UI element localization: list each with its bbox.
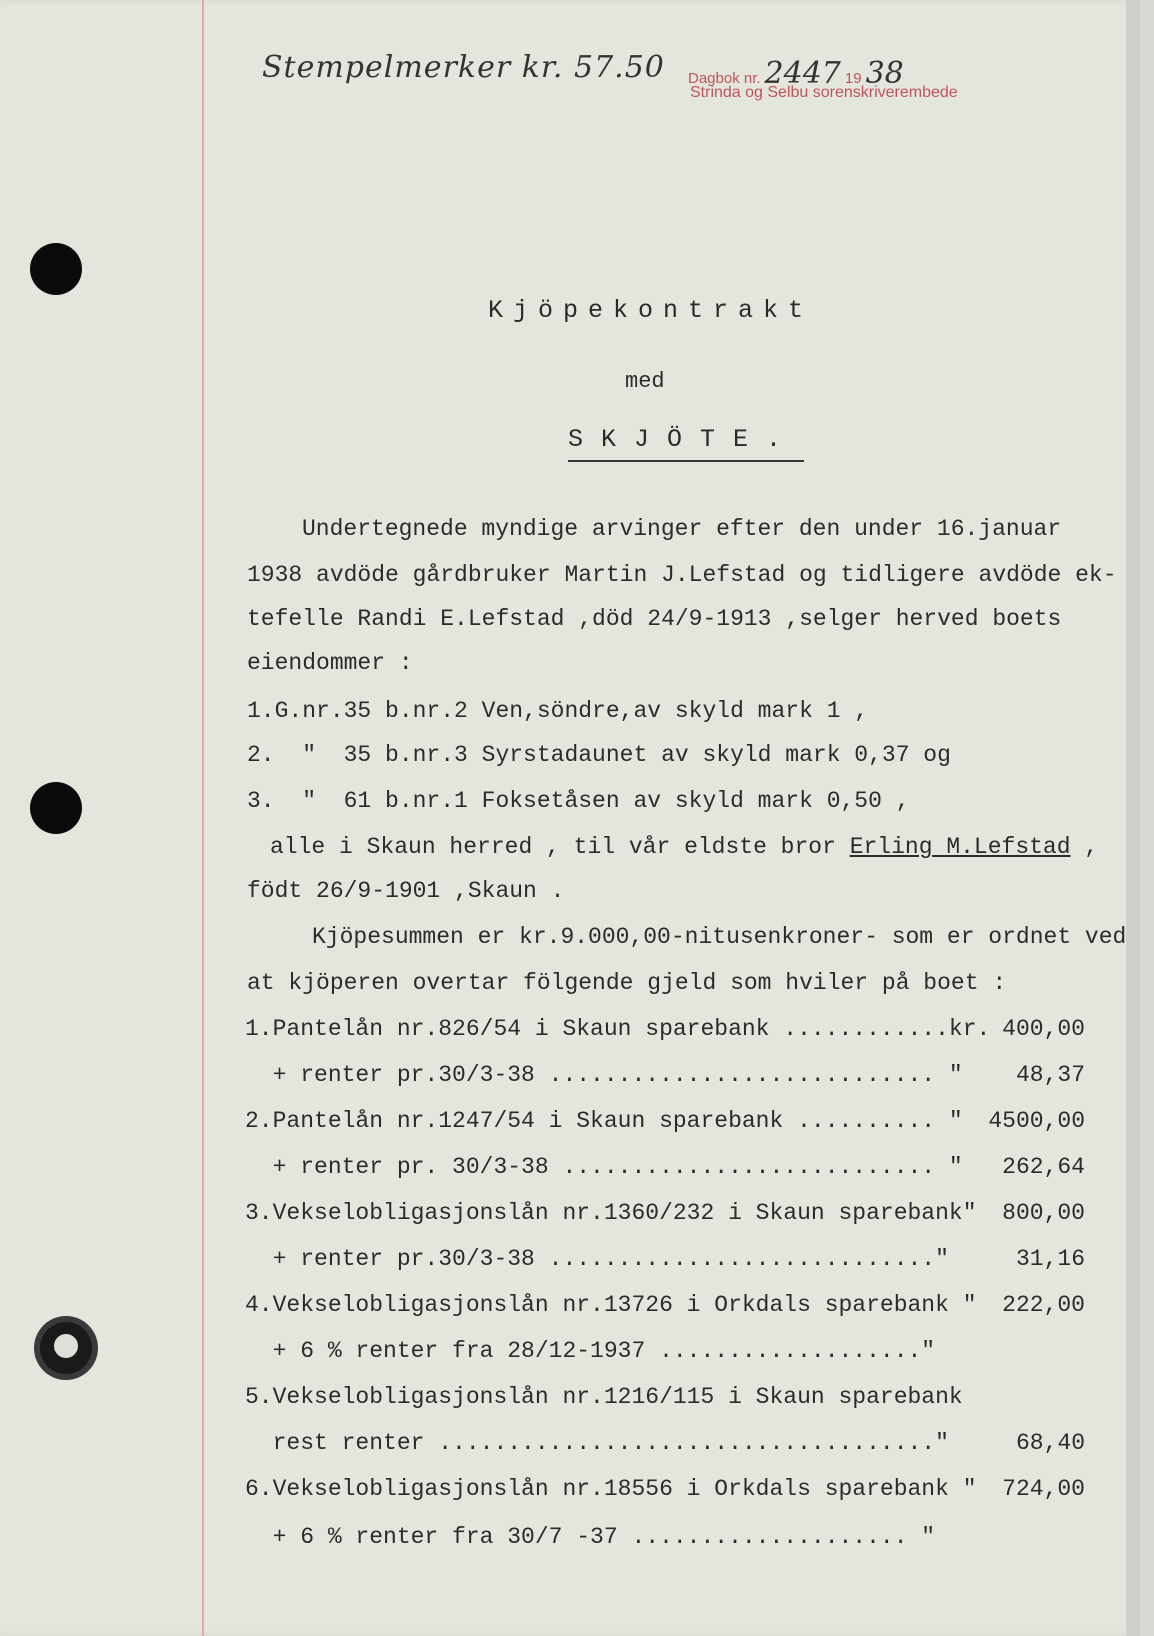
punch-hole-reinforced — [40, 1322, 92, 1374]
property-item: 3. " 61 b.nr.1 Foksetåsen av skyld mark 0,50 , — [247, 788, 910, 814]
price-line: at kjöperen overtar fölgende gjeld som hviler på boet : — [247, 970, 1007, 996]
buyer-name: Erling M.Lefstad — [849, 834, 1071, 860]
buyer-line-prefix: alle i Skaun herred , til vår eldste bror — [270, 834, 850, 860]
debt-amount: 262,64 — [1002, 1154, 1085, 1180]
buyer-line — [270, 832, 1098, 862]
heading-underline — [568, 460, 804, 462]
stamp-duty-note: Stempelmerker kr. 57.50 — [262, 50, 665, 85]
debt-line: + renter pr.30/3-38 ............................" — [245, 1246, 949, 1272]
paragraph-line: 1938 avdöde gårdbruker Martin J.Lefstad og tidligere avdöde ek- — [247, 562, 1117, 588]
debt-amount: 68,40 — [1015, 1430, 1085, 1456]
debt-amount: 31,16 — [1015, 1246, 1085, 1272]
punch-hole — [30, 243, 82, 295]
debt-line: 1.Pantelån nr.826/54 i Skaun sparebank ............kr. — [245, 1016, 991, 1042]
debt-amount: 48,37 — [1015, 1062, 1085, 1088]
page-edge — [1126, 0, 1140, 1636]
punch-hole — [30, 782, 82, 834]
stamp-number: 2447 — [764, 56, 841, 91]
debt-line: + 6 % renter fra 28/12-1937 ..................." — [245, 1338, 936, 1364]
margin-rule — [202, 0, 204, 1636]
debt-amount: 800,00 — [1002, 1200, 1085, 1226]
debt-amount: 4500,00 — [988, 1108, 1085, 1134]
paragraph-line: eiendommer : — [247, 650, 413, 676]
debt-line: 2.Pantelån nr.1247/54 i Skaun sparebank .......... " — [245, 1108, 963, 1134]
debt-line: 4.Vekselobligasjonslån nr.13726 i Orkdals sparebank " — [245, 1292, 977, 1318]
debt-line: 3.Vekselobligasjonslån nr.1360/232 i Skaun sparebank" — [245, 1200, 977, 1226]
paragraph-line: tefelle Randi E.Lefstad ,död 24/9-1913 ,selger herved boets — [247, 606, 1062, 632]
buyer-line-suffix: , — [1070, 834, 1099, 860]
stamp-prefix: Dagbok nr. — [688, 70, 761, 87]
property-item: 1.G.nr.35 b.nr.2 Ven,söndre,av skyld mark 1 , — [247, 698, 869, 724]
debt-amount: 222,00 — [1002, 1292, 1085, 1318]
debt-amount: 400,00 — [1002, 1016, 1085, 1042]
document-heading: SKJÖTE. — [568, 425, 800, 454]
document-subtitle: med — [625, 369, 665, 394]
debt-amount: 724,00 — [1002, 1476, 1085, 1502]
property-item: 2. " 35 b.nr.3 Syrstadaunet av skyld mark 0,37 og — [247, 742, 951, 768]
stamp-office: Strinda og Selbu sorenskriverembede — [690, 84, 958, 101]
debt-line: + renter pr. 30/3-38 ........................... " — [245, 1154, 963, 1180]
document-title: Kjöpekontrakt — [488, 296, 814, 325]
debt-line: + renter pr.30/3-38 ............................ " — [245, 1062, 963, 1088]
price-line: Kjöpesummen er kr.9.000,00-nitusenkroner- som er ordnet ved — [312, 924, 1127, 950]
stamp-year: 38 — [865, 56, 904, 91]
debt-line: 5.Vekselobligasjonslån nr.1216/115 i Skaun sparebank — [245, 1384, 963, 1410]
debt-line: rest renter ...................................." — [245, 1430, 949, 1456]
debt-line: + 6 % renter fra 30/7 -37 .................... " — [245, 1524, 936, 1550]
paragraph-line: Undertegnede myndige arvinger efter den under 16.januar — [302, 516, 1062, 542]
debt-line: 6.Vekselobligasjonslån nr.18556 i Orkdals sparebank " — [245, 1476, 977, 1502]
stamp-year-prefix: 19 — [844, 70, 862, 87]
born-line: födt 26/9-1901 ,Skaun . — [247, 878, 565, 904]
